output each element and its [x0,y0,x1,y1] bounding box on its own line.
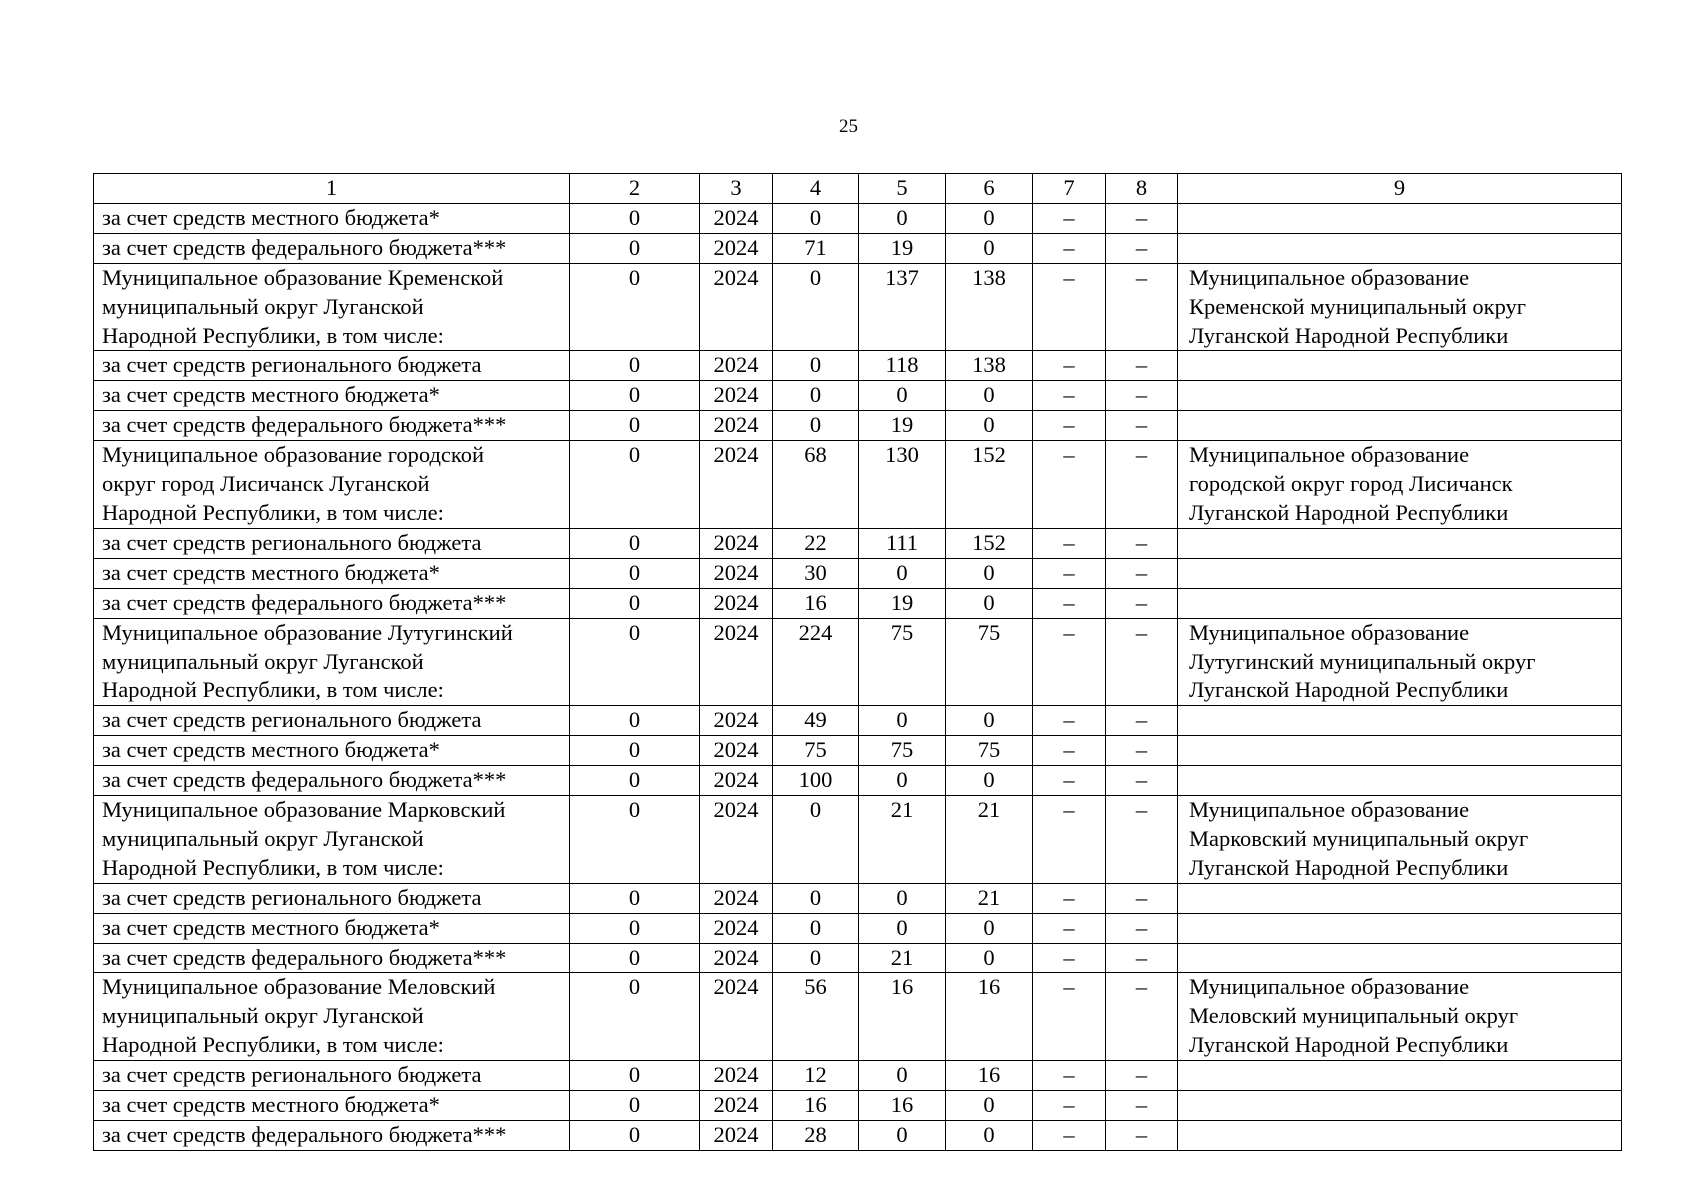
row-description-line: за счет средств регионального бюджета [102,529,482,555]
value-cell-col-3: 2024 [700,1091,773,1121]
row-description-line: муниципальный округ Луганской [102,1003,424,1029]
value-cell-col-3: 2024 [700,883,773,913]
table-row [94,381,1622,411]
responsible-organization [1178,233,1622,263]
value-cell-col-7: – [1033,233,1106,263]
value-cell-col-7: – [1033,381,1106,411]
value-cell-col-4: 0 [773,913,859,943]
value-cell-col-8: – [1106,1121,1178,1151]
value-cell-col-4: 0 [773,351,859,381]
value-cell-col-6: 0 [946,706,1033,736]
responsible-organization-line: Луганской Народной Республики [1189,322,1509,348]
value-cell-col-5: 19 [859,588,946,618]
row-description [94,1121,570,1151]
value-cell-col-6: 152 [946,441,1033,529]
value-cell-col-4: 75 [773,736,859,766]
value-cell-col-7: – [1033,351,1106,381]
value-cell-col-2: 0 [570,558,700,588]
value-cell-col-4: 30 [773,558,859,588]
row-description-line: за счет средств местного бюджета* [102,559,440,585]
row-description-line: за счет средств федерального бюджета*** [102,944,507,970]
responsible-organization-line: Луганской Народной Республики [1189,854,1509,880]
value-cell-col-5: 130 [859,441,946,529]
table-row [94,883,1622,913]
value-cell-col-3: 2024 [700,558,773,588]
value-cell-col-5: 0 [859,766,946,796]
value-cell-col-8: – [1106,233,1178,263]
row-description-line: за счет средств местного бюджета* [102,737,440,763]
responsible-organization [1178,883,1622,913]
header-cell-8: 8 [1106,174,1178,204]
responsible-organization-line: городской округ город Лисичанск [1189,471,1513,497]
value-cell-col-2: 0 [570,1121,700,1151]
value-cell-col-5: 137 [859,263,946,351]
responsible-organization [1178,411,1622,441]
table-row [94,441,1622,529]
header-cell-9: 9 [1178,174,1622,204]
responsible-organization [1178,203,1622,233]
table-row [94,706,1622,736]
row-description [94,883,570,913]
responsible-organization [1178,943,1622,973]
row-description-line: за счет средств федерального бюджета*** [102,589,507,615]
value-cell-col-2: 0 [570,706,700,736]
value-cell-col-5: 16 [859,973,946,1061]
responsible-organization [1178,1061,1622,1091]
row-description-line: за счет средств регионального бюджета [102,352,482,378]
value-cell-col-8: – [1106,528,1178,558]
value-cell-col-7: – [1033,706,1106,736]
row-description-line: муниципальный округ Луганской [102,648,424,674]
row-description-line: округ город Лисичанск Луганской [102,471,430,497]
value-cell-col-3: 2024 [700,1121,773,1151]
value-cell-col-6: 0 [946,943,1033,973]
value-cell-col-7: – [1033,263,1106,351]
value-cell-col-6: 16 [946,973,1033,1061]
table-row [94,766,1622,796]
value-cell-col-6: 0 [946,233,1033,263]
value-cell-col-3: 2024 [700,943,773,973]
value-cell-col-4: 49 [773,706,859,736]
value-cell-col-4: 0 [773,263,859,351]
value-cell-col-2: 0 [570,588,700,618]
value-cell-col-5: 19 [859,233,946,263]
value-cell-col-7: – [1033,411,1106,441]
value-cell-col-8: – [1106,766,1178,796]
responsible-organization-line: Луганской Народной Республики [1189,499,1509,525]
value-cell-col-8: – [1106,411,1178,441]
page-number: 25 [839,116,858,137]
header-cell-6: 6 [946,174,1033,204]
value-cell-col-6: 21 [946,796,1033,884]
value-cell-col-3: 2024 [700,973,773,1061]
value-cell-col-4: 0 [773,411,859,441]
value-cell-col-7: – [1033,528,1106,558]
value-cell-col-2: 0 [570,618,700,706]
table-row [94,411,1622,441]
row-description [94,943,570,973]
row-description-line: Муниципальное образование Меловский [102,974,496,1000]
value-cell-col-7: – [1033,558,1106,588]
value-cell-col-2: 0 [570,411,700,441]
responsible-organization-line: Муниципальное образование [1189,442,1470,468]
value-cell-col-5: 0 [859,203,946,233]
value-cell-col-8: – [1106,706,1178,736]
row-description-line: Народной Республики, в том числе: [102,322,444,348]
value-cell-col-8: – [1106,883,1178,913]
value-cell-col-7: – [1033,1061,1106,1091]
responsible-organization-line: Луганской Народной Республики [1189,1032,1509,1058]
value-cell-col-6: 138 [946,263,1033,351]
value-cell-col-3: 2024 [700,588,773,618]
table-row [94,1091,1622,1121]
row-description-line: Народной Республики, в том числе: [102,854,444,880]
row-description-line: за счет средств местного бюджета* [102,914,440,940]
value-cell-col-6: 0 [946,588,1033,618]
value-cell-col-7: – [1033,736,1106,766]
responsible-organization [1178,913,1622,943]
row-description-line: Муниципальное образование городской [102,442,484,468]
value-cell-col-6: 75 [946,618,1033,706]
value-cell-col-8: – [1106,588,1178,618]
row-description [94,796,570,884]
header-cell-4: 4 [773,174,859,204]
row-description [94,381,570,411]
responsible-organization [1178,736,1622,766]
table-row [94,528,1622,558]
responsible-organization-line: Меловский муниципальный округ [1189,1003,1519,1029]
value-cell-col-3: 2024 [700,736,773,766]
value-cell-col-4: 28 [773,1121,859,1151]
row-description [94,913,570,943]
value-cell-col-5: 21 [859,943,946,973]
value-cell-col-3: 2024 [700,203,773,233]
value-cell-col-7: – [1033,618,1106,706]
value-cell-col-4: 22 [773,528,859,558]
value-cell-col-8: – [1106,351,1178,381]
row-description-line: за счет средств федерального бюджета*** [102,234,507,260]
row-description-line: за счет средств местного бюджета* [102,204,440,230]
value-cell-col-4: 16 [773,588,859,618]
header-cell-2: 2 [570,174,700,204]
row-description-line: муниципальный округ Луганской [102,825,424,851]
value-cell-col-5: 19 [859,411,946,441]
value-cell-col-3: 2024 [700,263,773,351]
row-description-line: муниципальный округ Луганской [102,293,424,319]
value-cell-col-6: 21 [946,883,1033,913]
value-cell-col-2: 0 [570,973,700,1061]
row-description-line: за счет средств регионального бюджета [102,1062,482,1088]
table-row [94,263,1622,351]
value-cell-col-2: 0 [570,796,700,884]
row-description-line: за счет средств регионального бюджета [102,884,482,910]
responsible-organization [1178,766,1622,796]
table-row [94,351,1622,381]
header-cell-3: 3 [700,174,773,204]
value-cell-col-5: 0 [859,381,946,411]
value-cell-col-4: 0 [773,796,859,884]
responsible-organization [1178,441,1622,529]
responsible-organization [1178,588,1622,618]
value-cell-col-8: – [1106,263,1178,351]
row-description-line: за счет средств регионального бюджета [102,707,482,733]
value-cell-col-3: 2024 [700,766,773,796]
value-cell-col-8: – [1106,796,1178,884]
value-cell-col-8: – [1106,618,1178,706]
value-cell-col-4: 100 [773,766,859,796]
value-cell-col-4: 12 [773,1061,859,1091]
row-description [94,528,570,558]
responsible-organization-line: Муниципальное образование [1189,619,1470,645]
value-cell-col-5: 0 [859,706,946,736]
row-description-line: за счет средств федерального бюджета*** [102,767,507,793]
value-cell-col-6: 0 [946,381,1033,411]
value-cell-col-3: 2024 [700,1061,773,1091]
table-row [94,618,1622,706]
value-cell-col-5: 75 [859,736,946,766]
value-cell-col-4: 0 [773,381,859,411]
table-row [94,943,1622,973]
value-cell-col-6: 0 [946,766,1033,796]
header-cell-1: 1 [94,174,570,204]
value-cell-col-3: 2024 [700,233,773,263]
value-cell-col-3: 2024 [700,913,773,943]
responsible-organization [1178,1121,1622,1151]
table-row [94,233,1622,263]
value-cell-col-4: 0 [773,943,859,973]
value-cell-col-8: – [1106,381,1178,411]
value-cell-col-4: 0 [773,883,859,913]
row-description [94,558,570,588]
responsible-organization-line: Муниципальное образование [1189,797,1470,823]
value-cell-col-2: 0 [570,943,700,973]
table-row [94,203,1622,233]
row-description [94,203,570,233]
row-description [94,441,570,529]
table-row [94,973,1622,1061]
header-cell-5: 5 [859,174,946,204]
table-row [94,913,1622,943]
responsible-organization-line: Муниципальное образование [1189,974,1470,1000]
value-cell-col-6: 0 [946,411,1033,441]
row-description [94,588,570,618]
value-cell-col-7: – [1033,588,1106,618]
row-description [94,618,570,706]
value-cell-col-2: 0 [570,381,700,411]
value-cell-col-2: 0 [570,528,700,558]
row-description [94,233,570,263]
responsible-organization [1178,351,1622,381]
responsible-organization-line: Луганской Народной Республики [1189,677,1509,703]
value-cell-col-8: – [1106,943,1178,973]
value-cell-col-8: – [1106,203,1178,233]
value-cell-col-5: 21 [859,796,946,884]
value-cell-col-3: 2024 [700,381,773,411]
value-cell-col-2: 0 [570,441,700,529]
value-cell-col-2: 0 [570,233,700,263]
value-cell-col-8: – [1106,736,1178,766]
value-cell-col-2: 0 [570,883,700,913]
responsible-organization [1178,558,1622,588]
responsible-organization [1178,706,1622,736]
value-cell-col-3: 2024 [700,528,773,558]
value-cell-col-7: – [1033,973,1106,1061]
value-cell-col-6: 0 [946,558,1033,588]
row-description-line: за счет средств местного бюджета* [102,1092,440,1118]
value-cell-col-3: 2024 [700,618,773,706]
value-cell-col-5: 75 [859,618,946,706]
responsible-organization-line: Муниципальное образование [1189,264,1470,290]
value-cell-col-6: 152 [946,528,1033,558]
budget-table [93,173,1622,1151]
row-description [94,1091,570,1121]
value-cell-col-2: 0 [570,1061,700,1091]
responsible-organization-line: Марковский муниципальный округ [1189,825,1529,851]
row-description-line: за счет средств федерального бюджета*** [102,412,507,438]
value-cell-col-3: 2024 [700,796,773,884]
value-cell-col-5: 0 [859,883,946,913]
table-body [94,203,1622,1150]
value-cell-col-2: 0 [570,1091,700,1121]
value-cell-col-6: 16 [946,1061,1033,1091]
row-description-line: за счет средств местного бюджета* [102,382,440,408]
row-description [94,766,570,796]
value-cell-col-7: – [1033,766,1106,796]
row-description-line: Муниципальное образование Лутугинский [102,619,513,645]
value-cell-col-4: 68 [773,441,859,529]
value-cell-col-7: – [1033,441,1106,529]
value-cell-col-8: – [1106,973,1178,1061]
row-description [94,736,570,766]
value-cell-col-6: 138 [946,351,1033,381]
value-cell-col-7: – [1033,883,1106,913]
responsible-organization [1178,973,1622,1061]
value-cell-col-7: – [1033,913,1106,943]
value-cell-col-6: 0 [946,1091,1033,1121]
value-cell-col-8: – [1106,441,1178,529]
value-cell-col-7: – [1033,1091,1106,1121]
value-cell-col-6: 0 [946,1121,1033,1151]
row-description [94,263,570,351]
responsible-organization [1178,618,1622,706]
value-cell-col-4: 16 [773,1091,859,1121]
value-cell-col-5: 0 [859,1121,946,1151]
table-row [94,796,1622,884]
value-cell-col-2: 0 [570,351,700,381]
value-cell-col-2: 0 [570,766,700,796]
responsible-organization [1178,528,1622,558]
value-cell-col-5: 0 [859,558,946,588]
value-cell-col-8: – [1106,913,1178,943]
row-description-line: за счет средств федерального бюджета*** [102,1122,507,1147]
table-row [94,588,1622,618]
row-description-line: Народной Республики, в том числе: [102,677,444,703]
value-cell-col-7: – [1033,1121,1106,1151]
value-cell-col-5: 111 [859,528,946,558]
header-cell-7: 7 [1033,174,1106,204]
table-row [94,1121,1622,1151]
value-cell-col-6: 75 [946,736,1033,766]
row-description [94,411,570,441]
value-cell-col-3: 2024 [700,411,773,441]
row-description-line: Народной Республики, в том числе: [102,1032,444,1058]
value-cell-col-2: 0 [570,263,700,351]
value-cell-col-7: – [1033,943,1106,973]
value-cell-col-7: – [1033,203,1106,233]
value-cell-col-8: – [1106,1091,1178,1121]
row-description-line: Муниципальное образование Марковский [102,797,506,823]
responsible-organization [1178,263,1622,351]
value-cell-col-5: 16 [859,1091,946,1121]
value-cell-col-6: 0 [946,203,1033,233]
value-cell-col-4: 56 [773,973,859,1061]
value-cell-col-5: 0 [859,1061,946,1091]
row-description [94,351,570,381]
value-cell-col-8: – [1106,558,1178,588]
table-row [94,736,1622,766]
value-cell-col-4: 224 [773,618,859,706]
responsible-organization [1178,1091,1622,1121]
value-cell-col-6: 0 [946,913,1033,943]
value-cell-col-7: – [1033,796,1106,884]
row-description [94,973,570,1061]
value-cell-col-3: 2024 [700,441,773,529]
value-cell-col-2: 0 [570,203,700,233]
header-row [94,174,1622,204]
responsible-organization [1178,381,1622,411]
value-cell-col-3: 2024 [700,351,773,381]
table-row [94,558,1622,588]
row-description-line: Муниципальное образование Кременской [102,264,504,290]
value-cell-col-5: 118 [859,351,946,381]
value-cell-col-5: 0 [859,913,946,943]
value-cell-col-8: – [1106,1061,1178,1091]
responsible-organization-line: Кременской муниципальный округ [1189,293,1527,319]
row-description-line: Народной Республики, в том числе: [102,499,444,525]
responsible-organization-line: Лутугинский муниципальный округ [1189,648,1536,674]
responsible-organization [1178,796,1622,884]
row-description [94,706,570,736]
value-cell-col-2: 0 [570,913,700,943]
value-cell-col-4: 0 [773,203,859,233]
value-cell-col-4: 71 [773,233,859,263]
row-description [94,1061,570,1091]
value-cell-col-3: 2024 [700,706,773,736]
value-cell-col-2: 0 [570,736,700,766]
table-row [94,1061,1622,1091]
